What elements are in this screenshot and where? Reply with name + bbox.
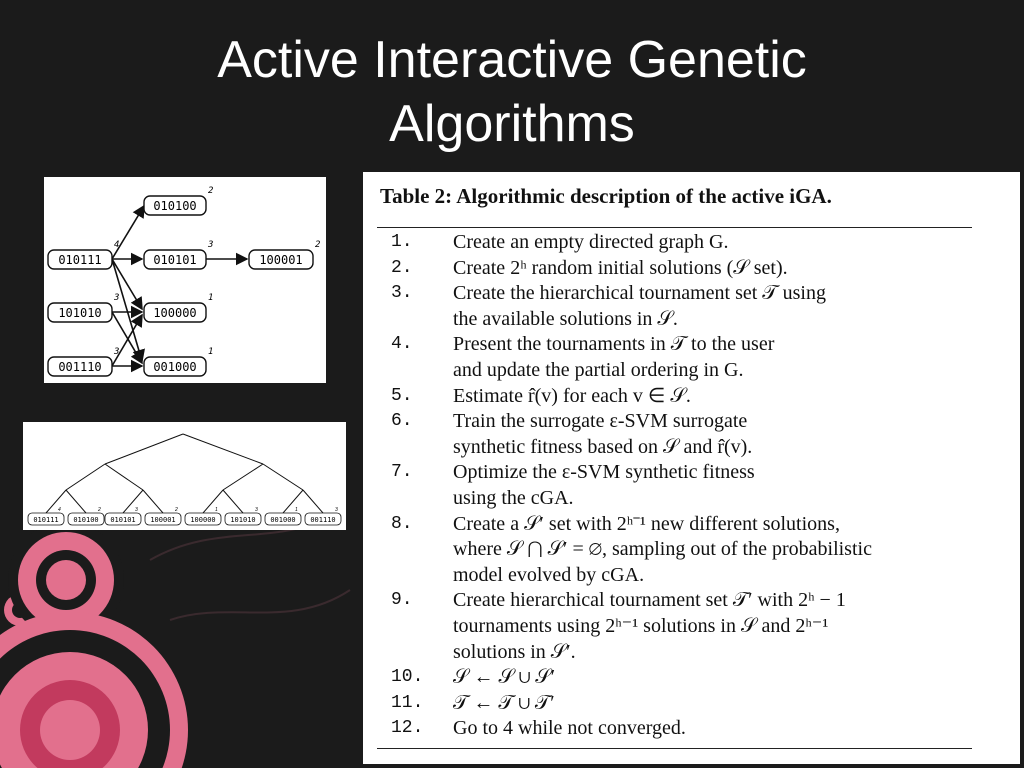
table-top-rule bbox=[377, 227, 972, 228]
step-text: Present the tournaments in 𝒯 to the user and update the partial ordering in G. bbox=[453, 333, 775, 381]
graph-node bbox=[144, 240, 213, 269]
tree-leaf bbox=[225, 507, 261, 525]
tree-leaf bbox=[185, 507, 221, 525]
step-number: 3. bbox=[391, 283, 413, 304]
tree-edges bbox=[46, 434, 323, 513]
tree-svg bbox=[23, 422, 346, 530]
tree-leaf bbox=[68, 507, 104, 525]
step-number: 5. bbox=[391, 385, 413, 406]
svg-text:3: 3 bbox=[255, 507, 258, 513]
step-text: Create an empty directed graph G. bbox=[453, 231, 729, 253]
step-row bbox=[377, 332, 977, 383]
step-text: Go to 4 while not converged. bbox=[453, 717, 686, 740]
svg-text:101010: 101010 bbox=[230, 516, 256, 524]
tree-leaf bbox=[305, 507, 341, 525]
graph-node bbox=[249, 240, 320, 269]
tournament-tree bbox=[23, 422, 346, 530]
tree-leaf bbox=[105, 507, 141, 525]
tree-leaf bbox=[28, 507, 64, 525]
tree-leaf bbox=[265, 507, 301, 525]
svg-text:1: 1 bbox=[208, 347, 214, 357]
step-text: Create the hierarchical tournament set 𝒯 using the available solutions in 𝒮. bbox=[453, 282, 826, 330]
graph-svg bbox=[44, 177, 326, 383]
graph-edges bbox=[112, 206, 247, 366]
graph-node bbox=[144, 293, 213, 322]
svg-text:3: 3 bbox=[114, 293, 120, 303]
graph-node bbox=[48, 347, 119, 376]
svg-text:001110: 001110 bbox=[310, 516, 336, 524]
step-text: Create a 𝒮′ set with 2ʰ⁻¹ new different solutions, where 𝒮 ⋂ 𝒮′ = ∅, sampling out of the probabilistic model evolved by cGA. bbox=[453, 512, 872, 586]
step-number: 11. bbox=[391, 692, 424, 713]
tree-leaves bbox=[28, 507, 341, 525]
step-number: 1. bbox=[391, 232, 413, 252]
svg-text:4: 4 bbox=[114, 240, 120, 250]
table-bottom-rule bbox=[377, 748, 972, 749]
step-row bbox=[377, 512, 977, 589]
step-row bbox=[377, 384, 977, 410]
step-row bbox=[377, 716, 977, 742]
svg-text:3: 3 bbox=[335, 507, 338, 513]
step-list bbox=[377, 230, 977, 742]
step-text: 𝒮 ← 𝒮 ∪ 𝒮′ bbox=[453, 666, 556, 689]
svg-text:101010: 101010 bbox=[58, 306, 102, 320]
step-row bbox=[377, 460, 977, 511]
graph-node bbox=[48, 293, 119, 322]
svg-text:100001: 100001 bbox=[150, 516, 176, 524]
partial-order-graph bbox=[44, 177, 326, 383]
svg-text:010100: 010100 bbox=[73, 516, 99, 524]
step-text: 𝒯 ← 𝒯 ∪ 𝒯′ bbox=[453, 691, 555, 714]
step-number: 7. bbox=[391, 462, 413, 483]
step-text: Train the surrogate ε-SVM surrogate synthetic fitness based on 𝒮 and r̂(v). bbox=[453, 410, 753, 458]
step-number: 8. bbox=[391, 513, 413, 534]
svg-text:3: 3 bbox=[208, 240, 214, 250]
svg-text:1: 1 bbox=[215, 507, 218, 513]
svg-text:010100: 010100 bbox=[153, 199, 197, 213]
graph-node bbox=[48, 240, 119, 269]
svg-text:2: 2 bbox=[208, 186, 214, 196]
svg-text:3: 3 bbox=[135, 507, 138, 513]
svg-text:2: 2 bbox=[98, 507, 101, 513]
step-text: Estimate r̂(v) for each v ∈ 𝒮. bbox=[453, 384, 691, 407]
title-line-1: Active Interactive Genetic bbox=[217, 31, 807, 89]
svg-text:100000: 100000 bbox=[153, 306, 197, 320]
algorithm-table bbox=[363, 172, 1020, 764]
step-row bbox=[377, 230, 977, 256]
step-number: 12. bbox=[391, 718, 424, 739]
svg-text:2: 2 bbox=[175, 507, 178, 513]
svg-text:001110: 001110 bbox=[58, 360, 102, 374]
svg-text:100000: 100000 bbox=[190, 516, 216, 524]
svg-text:010101: 010101 bbox=[110, 516, 136, 524]
svg-text:2: 2 bbox=[315, 240, 321, 250]
table-caption: Table 2: Algorithmic description of the active iGA. bbox=[380, 184, 832, 208]
step-number: 2. bbox=[391, 257, 413, 278]
title-line-2: Algorithms bbox=[389, 95, 635, 153]
step-row bbox=[377, 691, 977, 717]
svg-text:001000: 001000 bbox=[270, 516, 296, 524]
step-number: 10. bbox=[391, 667, 424, 688]
svg-text:010101: 010101 bbox=[153, 253, 197, 267]
step-number: 6. bbox=[391, 411, 413, 432]
svg-text:1: 1 bbox=[208, 293, 214, 303]
step-row bbox=[377, 665, 977, 691]
step-number: 9. bbox=[391, 590, 413, 611]
svg-text:3: 3 bbox=[114, 347, 120, 357]
svg-text:010111: 010111 bbox=[33, 516, 59, 524]
svg-text:001000: 001000 bbox=[153, 360, 197, 374]
tree-leaf bbox=[145, 507, 181, 525]
step-number: 4. bbox=[391, 334, 413, 355]
svg-text:4: 4 bbox=[58, 507, 61, 513]
step-row bbox=[377, 256, 977, 282]
step-text: Create hierarchical tournament set 𝒯′ with 2ʰ − 1 tournaments using 2ʰ⁻¹ solutions in 𝒮 and 2ʰ⁻¹ solutions in 𝒮′. bbox=[453, 589, 846, 663]
graph-node bbox=[144, 347, 213, 376]
step-text: Optimize the ε-SVM synthetic fitness using the cGA. bbox=[453, 461, 755, 509]
svg-text:1: 1 bbox=[295, 507, 298, 513]
step-row bbox=[377, 281, 977, 332]
step-row bbox=[377, 588, 977, 665]
svg-text:100001: 100001 bbox=[259, 253, 303, 267]
graph-node bbox=[144, 186, 213, 215]
step-text: Create 2ʰ random initial solutions (𝒮 set). bbox=[453, 256, 788, 279]
step-row bbox=[377, 409, 977, 460]
svg-text:010111: 010111 bbox=[58, 253, 102, 267]
slide-title bbox=[0, 28, 1024, 156]
